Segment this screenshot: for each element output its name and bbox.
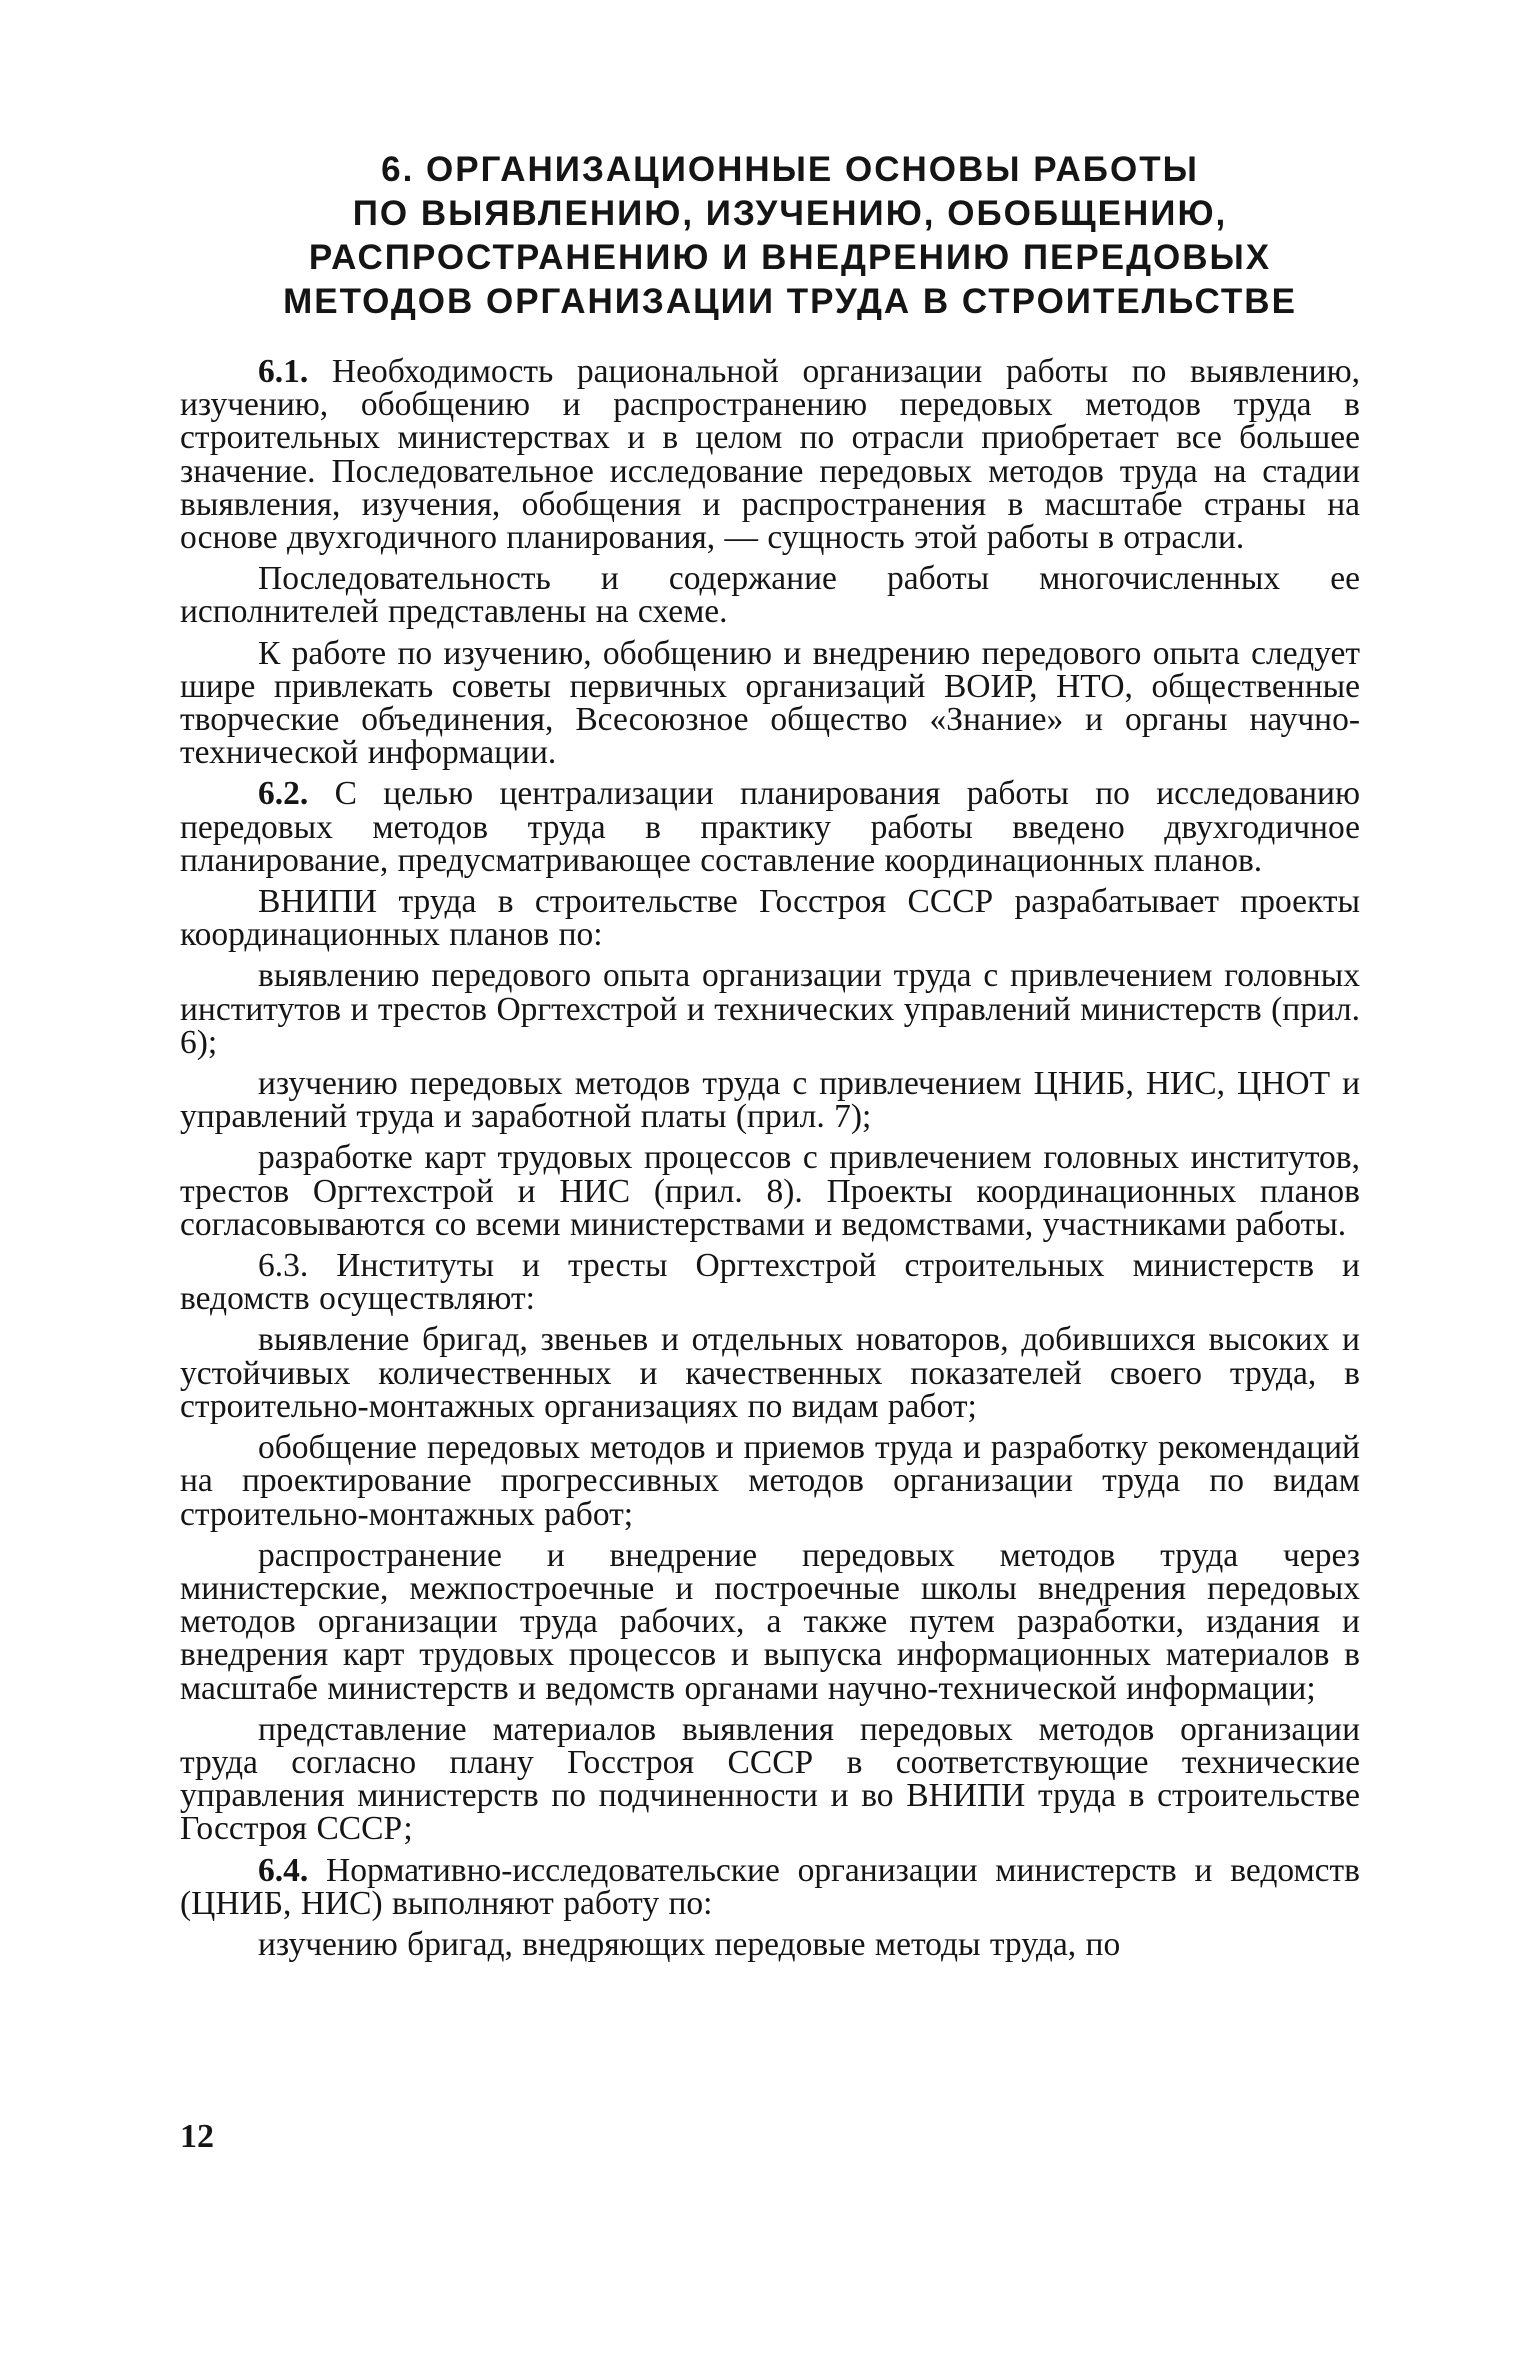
section-title — [240, 148, 1340, 324]
paragraph — [180, 1710, 1360, 1848]
clause-number: 6.4. — [258, 1851, 309, 1889]
title-line: РАСПРОСТРАНЕНИЮ И ВНЕДРЕНИЮ ПЕРЕДОВЫХ — [308, 238, 1272, 277]
title-line: МЕТОДОВ ОРГАНИЗАЦИИ ТРУДА В СТРОИТЕЛЬСТВЕ — [283, 282, 1297, 321]
paragraph-text: К работе по изучению, обобщению и внедрению передового опыта следует шире привлекать советы первичных организаций ВОИР, НТО, общественные творческие объединения, Всесоюзное общество «Знание» и органы научно-технической информации. — [180, 634, 1360, 772]
paragraph — [180, 1431, 1360, 1531]
paragraph — [180, 1247, 1360, 1318]
paragraph-text: С целью централизации планирования работы по исследованию передовых методов труда в практику работы введено двухгодичное планирование, предусматривающее составление координационных планов. — [180, 775, 1360, 879]
paragraph — [180, 1851, 1360, 1922]
paragraph-text: выявление бригад, звеньев и отдельных новаторов, добившихся высоких и устойчивых количественных и качественных показателей своего труда, в строительно-монтажных организациях по видам работ; — [180, 1321, 1360, 1425]
paragraph — [180, 353, 1360, 557]
paragraph-text: ВНИПИ труда в строительстве Госстроя СССР разрабатывает проекты координационных планов по: — [180, 883, 1360, 954]
paragraph — [180, 1323, 1360, 1423]
paragraph-text: изучению бригад, внедряющих передовые методы труда, по — [258, 1925, 1121, 1963]
paragraph — [180, 1536, 1360, 1707]
paragraph — [180, 883, 1360, 954]
paragraph-text: Последовательность и содержание работы многочисленных ее исполнителей представлены на схеме. — [180, 560, 1360, 631]
paragraph-text: разработке карт трудовых процессов с привлечением головных институтов, трестов Оргтехстрой и НИС (прил. 8). Проекты координационных планов согласовываются со всеми министерствами и ведомствами, участниками работы. — [180, 1139, 1360, 1243]
paragraph-text: распространение и внедрение передовых методов труда через министерские, межпостроечные и построечные школы внедрения передовых методов организации труда рабочих, а также путем разработки, издания и внедрения карт трудовых процессов и выпуска информационных материалов в масштабе министерств и ведомств органами научно-технической информации; — [180, 1536, 1360, 1707]
paragraph — [180, 1925, 1360, 1963]
paragraph — [180, 634, 1360, 772]
paragraph-text: обобщение передовых методов и приемов труда и разработку рекомендаций на проектирование прогрессивных методов организации труда по видам строительно-монтажных работ; — [180, 1429, 1360, 1533]
paragraph-text: изучению передовых методов труда с привлечением ЦНИБ, НИС, ЦНОТ и управлений труда и заработной платы (прил. 7); — [180, 1065, 1360, 1136]
title-line: ПО ВЫЯВЛЕНИЮ, ИЗУЧЕНИЮ, ОБОБЩЕНИЮ, — [352, 194, 1228, 233]
paragraph — [180, 560, 1360, 631]
page-number: 12 — [180, 2118, 214, 2155]
clause-number: 6.1. — [258, 353, 309, 390]
title-line: 6. ОРГАНИЗАЦИОННЫЕ ОСНОВЫ РАБОТЫ — [381, 150, 1199, 189]
paragraph-text: выявлению передового опыта организации труда с привлечением головных институтов и трестов Оргтехстрой и технических управлений министерств (прил. 6); — [180, 957, 1360, 1061]
paragraph-text: Необходимость рациональной организации работы по выявлению, изучению, обобщению и распространению передовых методов труда в строительных министерствах и в целом по отрасли приобретает все большее значение. Последовательное исследование передовых методов труда на стадии выявления, изучения, обобщения и распространения в масштабе страны на основе двухгодичного планирования, — сущность этой работы в отрасли. — [180, 353, 1360, 557]
paragraph-text: представление материалов выявления передовых методов организации труда согласно плану Госстроя СССР в соответствующие технические управления министерств по подчиненности и во ВНИПИ труда в строительстве Госстроя СССР; — [180, 1710, 1360, 1848]
paragraph-text: 6.3. Институты и тресты Оргтехстрой строительных министерств и ведомств осуществляют: — [180, 1247, 1360, 1318]
paragraph — [180, 777, 1360, 877]
paragraph — [180, 1065, 1360, 1136]
paragraph-text: Нормативно-исследовательские организации министерств и ведомств (ЦНИБ, НИС) выполняют работу по: — [180, 1851, 1360, 1922]
clause-number: 6.2. — [258, 775, 309, 813]
paragraph — [180, 1141, 1360, 1241]
body-text — [180, 355, 1360, 1969]
paragraph — [180, 959, 1360, 1059]
